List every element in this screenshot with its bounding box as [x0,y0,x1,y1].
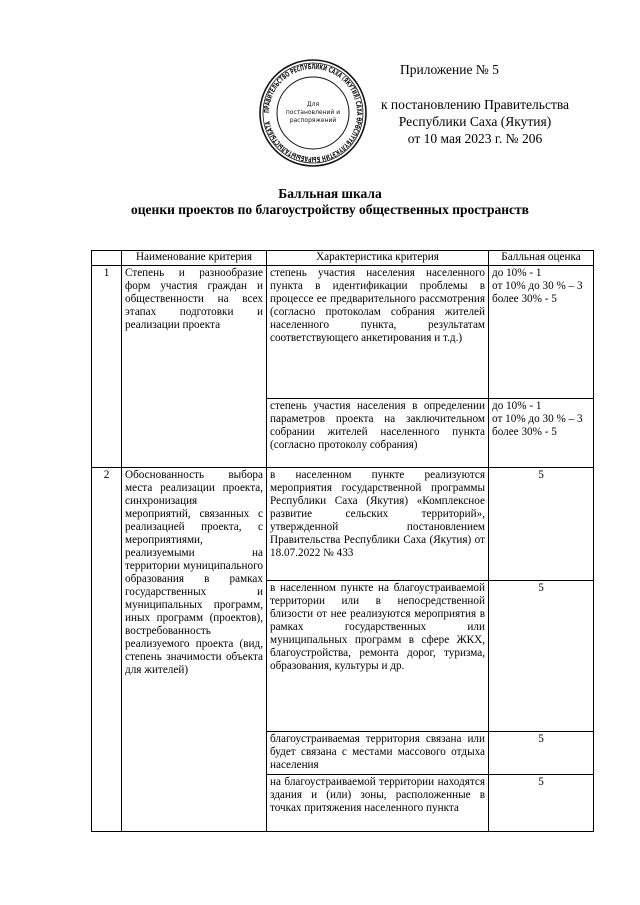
score-line: от 10% до 30 % – 3 [492,413,583,425]
table-row [92,266,594,399]
criteria-table [91,250,594,832]
score-cell: 5 [489,732,594,775]
score-cell: 5 [489,468,594,581]
resolution-reference [340,96,610,147]
seal-center-line-3: распоряжений [289,117,337,124]
header-score: Балльная оценка [489,251,594,266]
row-number: 1 [92,266,122,468]
score-cell: 5 [489,581,594,732]
appendix-number: Приложение № 5 [400,62,499,77]
header-characteristic: Характеристика критерия [267,251,489,266]
table-row [92,468,594,581]
score-cell [489,266,594,399]
characteristic-cell: степень участия населения в определении параметров проекта на заключительном собрании жителей населенного пункта (согласно протоколу собрания) [267,399,489,468]
score-cell: 5 [489,775,594,832]
seal-center-line-1: Для [306,101,320,108]
characteristic-cell: степень участия населения населенного пункта в идентификации проблемы в процессе ее предварительного рассмотрения (согласно протоколам собрания жителей населенного пункта, результатам соответствующего анкетирования и т.д.) [267,266,489,399]
header-number [92,251,122,266]
seal-center-line-2: постановлений и [285,109,341,116]
characteristic-cell: в населенном пункте на благоустраиваемой территории или в непосредственной близости от нее реализуются мероприятия в рамках государственных или муниципальных программ в сфере ЖКХ, благоустройства, ремонта дорог, туризма, образования, культуры и др. [267,581,489,732]
title-line-1: Балльная шкала [278,186,382,201]
score-line: от 10% до 30 % – 3 [492,280,583,292]
document-title [30,186,630,218]
title-line-2: оценки проектов по благоустройству общественных пространств [131,202,529,217]
score-cell [489,399,594,468]
characteristic-cell: благоустраиваемая территория связана или будет связана с местами массового отдыха населения [267,732,489,775]
score-line: до 10% - 1 [492,400,542,412]
characteristic-cell: в населенном пункте реализуются мероприятия государственной программы Республики Саха (Якутия) «Комплексное развитие сельских территорий», утвержденной постановлением Правительства Республики Саха (Якутия) от 18.07.2022 № 433 [267,468,489,581]
resolution-line: Республики Саха (Якутия) [398,114,552,129]
score-line: более 30% - 5 [492,426,557,438]
criterion-name: Степень и разнообразие форм участия граждан и общественности на всех этапах подготовки и реализации проекта [122,266,267,468]
criterion-name: Обоснованность выбора места реализации проекта, синхронизация мероприятий, связанных с реализацией проекта, с мероприятиями, реализуемыми на территории муниципального образования в рамках государственных и муниципальных программ, иных программ (проектов), востребованность реализуемого проекта (вид, степень значимости объекта для жителей) [122,468,267,832]
score-line: до 10% - 1 [492,267,542,279]
resolution-line: к постановлению Правительства [380,97,570,112]
resolution-line: от 10 мая 2023 г. № 206 [407,131,543,146]
seal-ring-text: ПРАВИТЕЛЬСТВО РЕСПУБЛИКИ САХА (ЯКУТИЯ) САХА ӨРӨСПҮҮБҮЛҮКЭТИН БЫРАБЫЫТАЛЫСТЫБАТА [261,61,365,165]
header-criterion: Наименование критерия [122,251,267,266]
score-line: более 30% - 5 [492,293,557,305]
characteristic-cell: на благоустраиваемой территории находятся здания и (или) зоны, расположенные в точках притяжения населенного пункта [267,775,489,832]
table-header-row [92,251,594,266]
row-number: 2 [92,468,122,832]
